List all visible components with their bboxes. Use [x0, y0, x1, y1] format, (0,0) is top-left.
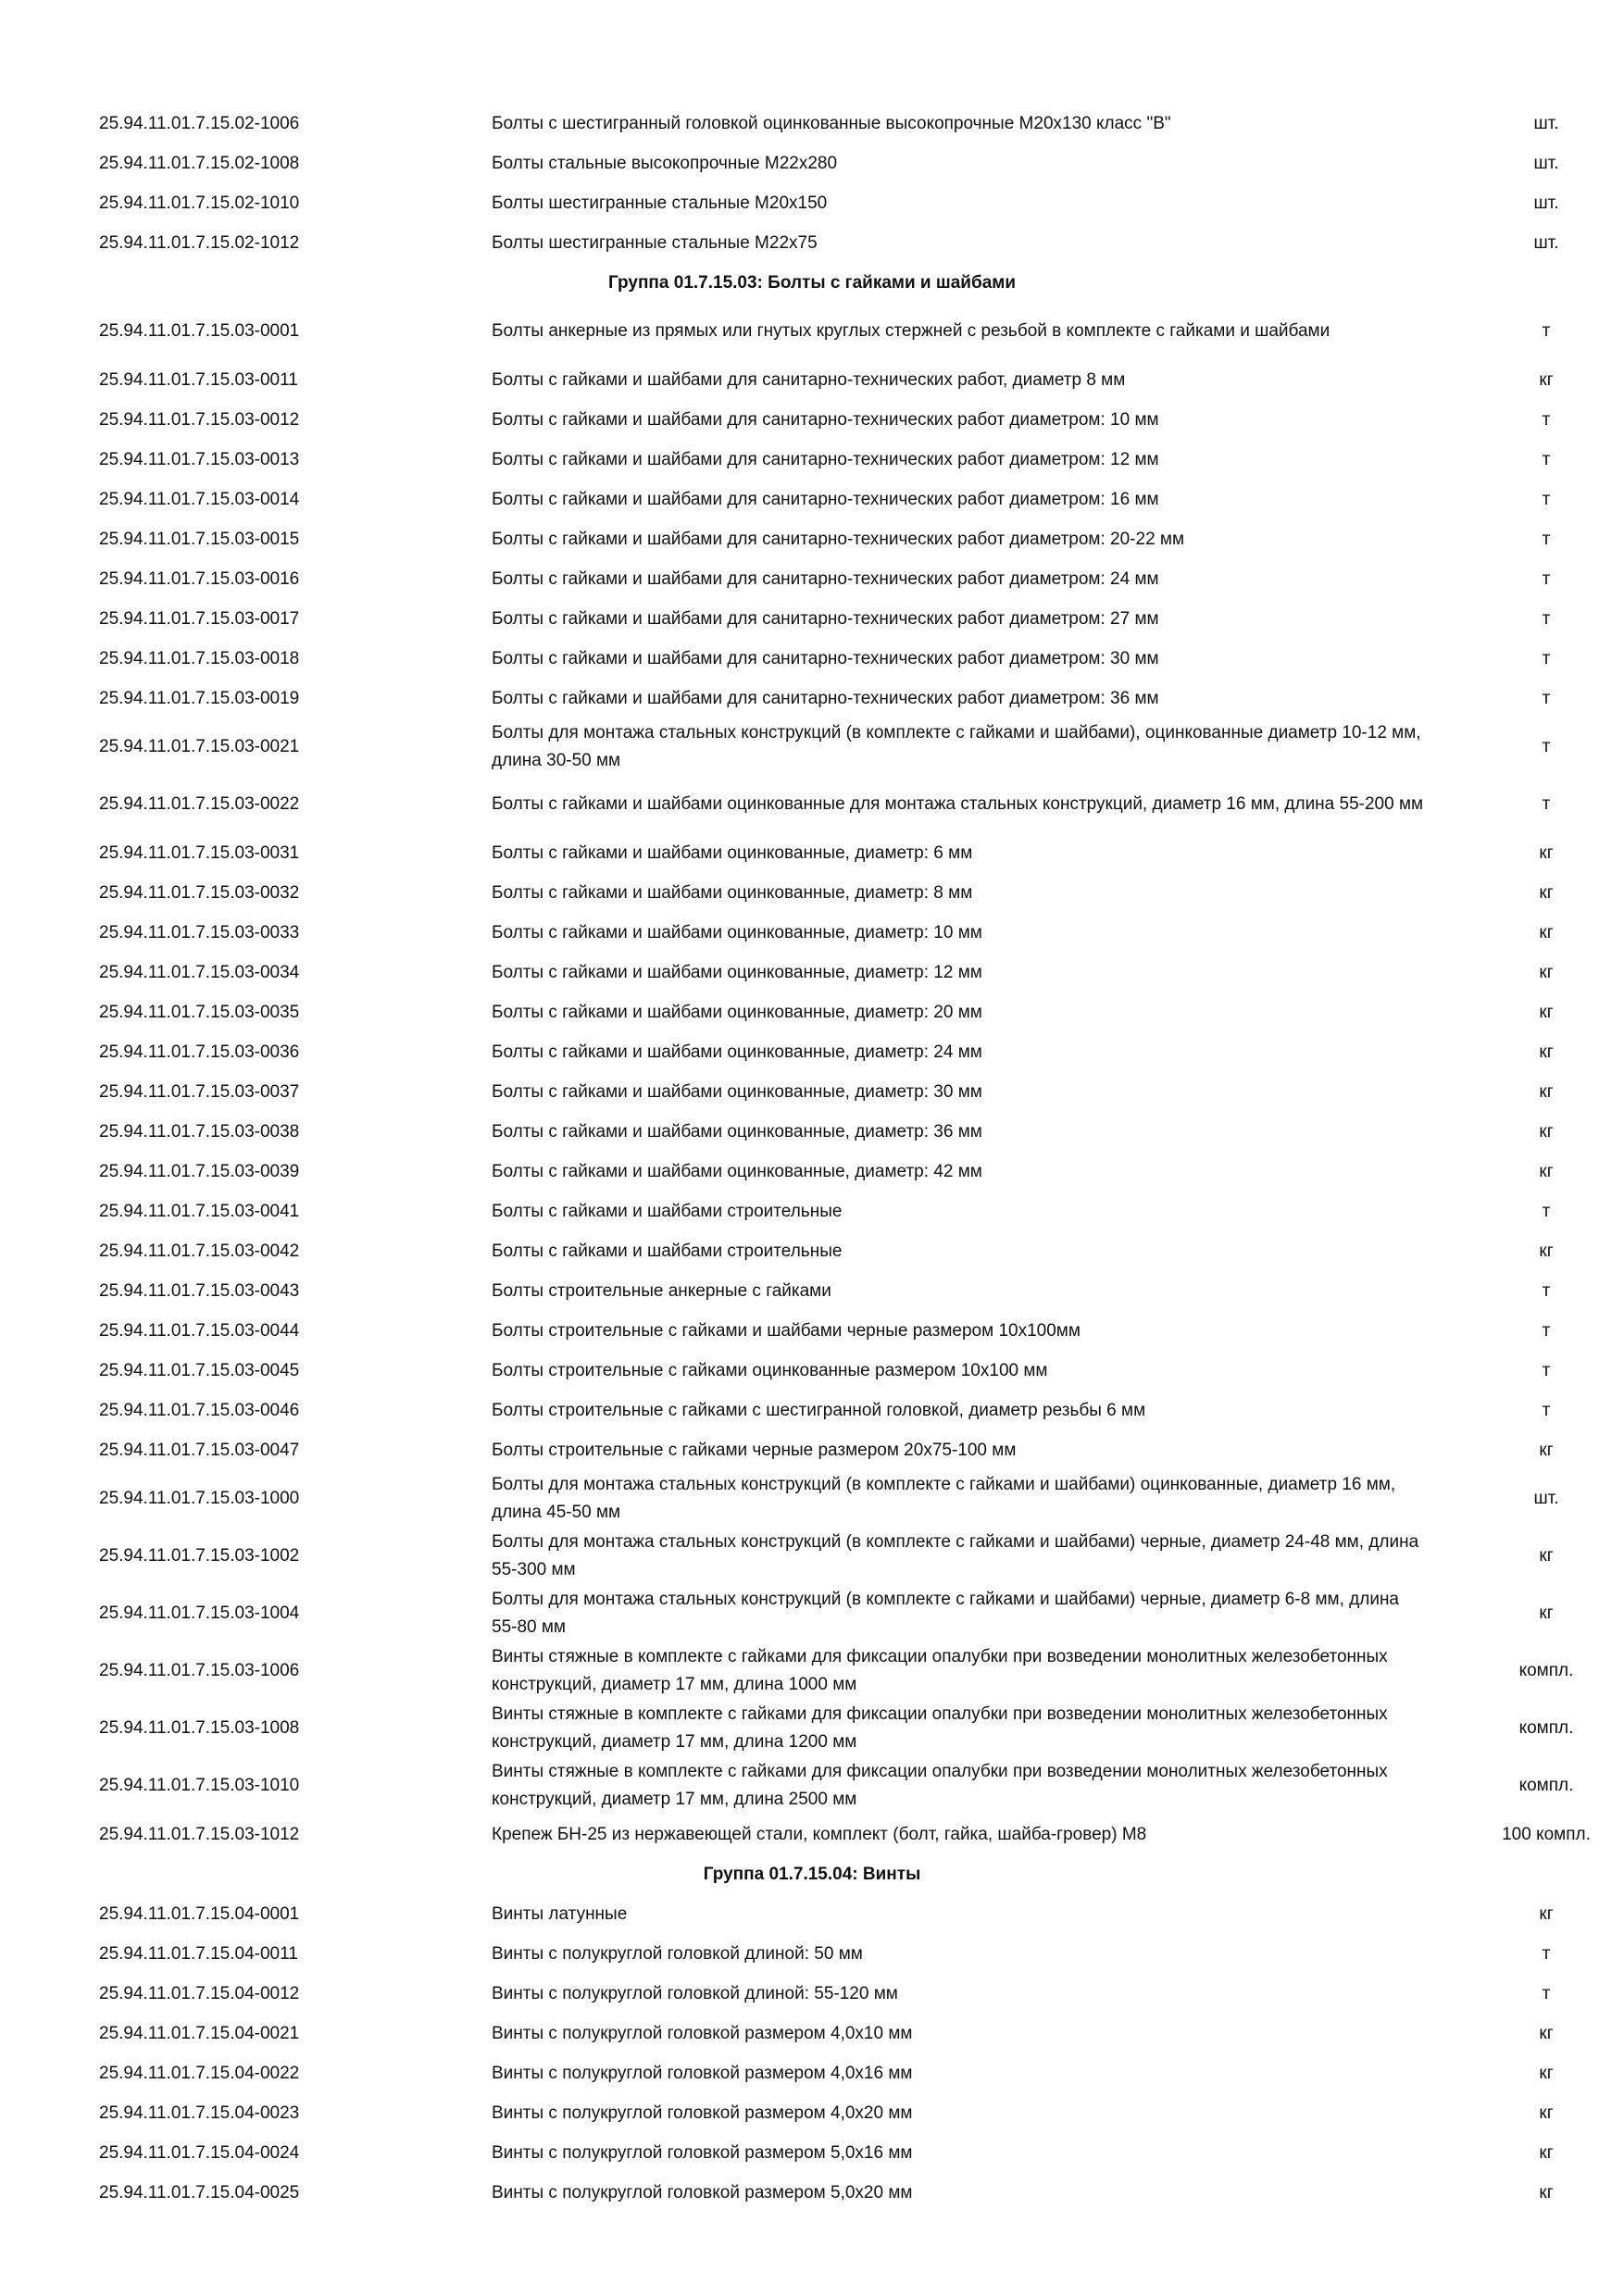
item-code: 25.94.11.01.7.15.04-0012 — [99, 1983, 300, 2003]
item-unit: кг — [1539, 2063, 1554, 2083]
table-row — [0, 2053, 1624, 2093]
group-header-row — [0, 263, 1624, 303]
item-unit: т — [1542, 1943, 1551, 1964]
item-name: Болты с гайками и шайбами строительные — [492, 1241, 843, 1261]
item-name: Болты с гайками и шайбами для санитарно-технических работ диаметром: 27 мм — [492, 608, 1159, 629]
item-code: 25.94.11.01.7.15.02-1008 — [99, 153, 300, 173]
item-unit: кг — [1539, 1903, 1554, 1924]
item-name: Винты с полукруглой головкой длиной: 55-120 мм — [492, 1983, 898, 2003]
item-unit: т — [1542, 321, 1551, 341]
table-row — [0, 440, 1624, 480]
item-code: 25.94.11.01.7.15.03-0045 — [99, 1360, 300, 1380]
item-unit: т — [1542, 688, 1551, 708]
item-name: Болты строительные с гайками с шестигранной головкой, диаметр резьбы 6 мм — [492, 1400, 1146, 1420]
item-unit: компл. — [1518, 1718, 1574, 1738]
item-unit: кг — [1539, 1440, 1554, 1460]
item-unit: компл. — [1518, 1661, 1574, 1680]
table-row — [0, 400, 1624, 440]
item-name: Болты строительные с гайками оцинкованные размером 10х100 мм — [492, 1360, 1048, 1380]
item-name: Болты с гайками и шайбами оцинкованные, диаметр: 24 мм — [492, 1042, 982, 1062]
item-code: 25.94.11.01.7.15.03-0047 — [99, 1440, 300, 1460]
item-code: 25.94.11.01.7.15.02-1012 — [99, 232, 300, 253]
item-code: 25.94.11.01.7.15.03-0001 — [99, 321, 300, 341]
table-row — [0, 599, 1624, 639]
item-name: Винты латунные — [492, 1903, 628, 1924]
item-name: Болты анкерные из прямых или гнутых круглых стержней с резьбой в комплекте с гайками и шайбами — [492, 321, 1330, 341]
item-unit: кг — [1539, 2023, 1554, 2043]
item-unit: кг — [1539, 1121, 1554, 1142]
item-name: Болты с гайками и шайбами оцинкованные, диаметр: 42 мм — [492, 1161, 982, 1181]
item-code: 25.94.11.01.7.15.03-0035 — [99, 1002, 300, 1022]
table-row — [0, 953, 1624, 992]
item-name: Болты с гайками и шайбами для санитарно-технических работ диаметром: 16 мм — [492, 489, 1159, 509]
item-code: 25.94.11.01.7.15.03-0017 — [99, 608, 300, 629]
item-name: Винты стяжные в комплекте с гайками для фиксации опалубки при возведении монолитных железобетонных конструкций, диаметр 17 мм, длина 1200 мм — [492, 1704, 1388, 1752]
table-row — [0, 1072, 1624, 1112]
item-unit: т — [1542, 449, 1551, 469]
item-code: 25.94.11.01.7.15.03-0032 — [99, 882, 300, 903]
table-row — [0, 2014, 1624, 2053]
item-unit: кг — [1539, 1241, 1554, 1261]
item-name: Болты с шестигранный головкой оцинкованные высокопрочные М20х130 класс "В" — [492, 113, 1171, 133]
item-code: 25.94.11.01.7.15.03-0021 — [99, 737, 300, 756]
table-row — [0, 833, 1624, 873]
item-code: 25.94.11.01.7.15.03-0016 — [99, 568, 300, 589]
item-code: 25.94.11.01.7.15.03-1012 — [99, 1824, 300, 1844]
table-row — [0, 718, 1624, 776]
group-title: Группа 01.7.15.03: Болты с гайками и шайбами — [607, 272, 1017, 293]
item-name: Крепеж БН-25 из нержавеющей стали, комплект (болт, гайка, шайба-гровер) М8 — [492, 1824, 1147, 1844]
item-code: 25.94.11.01.7.15.03-1002 — [99, 1546, 300, 1566]
table-row — [0, 1112, 1624, 1152]
table-row — [0, 183, 1624, 223]
table-row — [0, 1311, 1624, 1351]
item-code: 25.94.11.01.7.15.03-0014 — [99, 489, 300, 509]
item-name: Болты для монтажа стальных конструкций (в комплекте с гайками и шайбами) черные, диаметр 6-8 мм, длина 55-80 мм — [492, 1590, 1400, 1637]
table-row — [0, 1528, 1624, 1585]
item-code: 25.94.11.01.7.15.03-0041 — [99, 1201, 300, 1221]
item-name: Болты с гайками и шайбами оцинкованные, диаметр: 20 мм — [492, 1002, 982, 1022]
table-row — [0, 639, 1624, 679]
item-code: 25.94.11.01.7.15.03-1000 — [99, 1489, 300, 1508]
table-row — [0, 1351, 1624, 1391]
item-name: Винты с полукруглой головкой длиной: 50 мм — [492, 1943, 863, 1964]
table-row — [0, 144, 1624, 183]
table-row — [0, 1271, 1624, 1311]
item-code: 25.94.11.01.7.15.03-0015 — [99, 529, 300, 549]
item-unit: кг — [1539, 2103, 1554, 2123]
item-name: Болты с гайками и шайбами для санитарно-технических работ диаметром: 36 мм — [492, 688, 1159, 708]
item-name: Винты с полукруглой головкой размером 4,0х20 мм — [492, 2103, 913, 2123]
item-unit: т — [1542, 648, 1551, 668]
table-row — [0, 519, 1624, 559]
item-unit: т — [1542, 489, 1551, 509]
item-name: Болты с гайками и шайбами оцинкованные, диаметр: 10 мм — [492, 922, 982, 942]
item-unit: т — [1542, 794, 1551, 814]
table-row — [0, 1757, 1624, 1815]
price-list-table — [0, 104, 1624, 2213]
item-code: 25.94.11.01.7.15.03-0012 — [99, 409, 300, 430]
table-row — [0, 1974, 1624, 2014]
table-row — [0, 873, 1624, 913]
item-name: Винты стяжные в комплекте с гайками для фиксации опалубки при возведении монолитных железобетонных конструкций, диаметр 17 мм, длина 1000 мм — [492, 1647, 1388, 1694]
item-unit: т — [1542, 608, 1551, 629]
table-row — [0, 1894, 1624, 1934]
item-name: Болты шестигранные стальные М20х150 — [492, 193, 828, 213]
item-unit: кг — [1539, 922, 1554, 942]
table-row — [0, 360, 1624, 400]
item-unit: т — [1542, 1983, 1551, 2003]
item-unit: шт. — [1533, 113, 1559, 133]
item-name: Болты для монтажа стальных конструкций (в комплекте с гайками и шайбами), оцинкованные диаметр 10-12 мм, длина 30-50 мм — [492, 723, 1421, 770]
table-row — [0, 2173, 1624, 2213]
item-code: 25.94.11.01.7.15.03-1004 — [99, 1603, 300, 1623]
table-row — [0, 1934, 1624, 1974]
item-unit: т — [1542, 568, 1551, 589]
item-code: 25.94.11.01.7.15.03-0036 — [99, 1042, 300, 1062]
item-code: 25.94.11.01.7.15.04-0021 — [99, 2023, 300, 2043]
item-unit: кг — [1539, 1042, 1554, 1062]
table-row — [0, 1642, 1624, 1700]
table-row — [0, 679, 1624, 718]
item-code: 25.94.11.01.7.15.04-0025 — [99, 2182, 300, 2202]
item-unit: кг — [1539, 842, 1554, 863]
table-row — [0, 480, 1624, 519]
item-unit: т — [1542, 1320, 1551, 1341]
item-code: 25.94.11.01.7.15.03-0019 — [99, 688, 300, 708]
item-unit: т — [1542, 1201, 1551, 1221]
table-row — [0, 992, 1624, 1032]
item-name: Болты с гайками и шайбами оцинкованные, диаметр: 36 мм — [492, 1121, 982, 1142]
item-name: Болты с гайками и шайбами для санитарно-технических работ диаметром: 24 мм — [492, 568, 1159, 589]
item-code: 25.94.11.01.7.15.04-0011 — [99, 1943, 298, 1964]
item-code: 25.94.11.01.7.15.03-1010 — [99, 1776, 300, 1795]
table-row — [0, 1470, 1624, 1528]
item-code: 25.94.11.01.7.15.03-0031 — [99, 842, 300, 863]
item-unit: шт. — [1533, 1489, 1559, 1508]
table-row — [0, 1231, 1624, 1271]
item-code: 25.94.11.01.7.15.03-0022 — [99, 794, 300, 814]
item-unit: кг — [1539, 369, 1554, 390]
table-row — [0, 776, 1624, 833]
table-row — [0, 1391, 1624, 1430]
item-name: Болты строительные анкерные с гайками — [492, 1280, 831, 1301]
item-unit: кг — [1539, 1002, 1554, 1022]
group-header-row — [0, 1854, 1624, 1894]
table-row — [0, 2133, 1624, 2173]
item-code: 25.94.11.01.7.15.03-0039 — [99, 1161, 300, 1181]
item-name: Винты с полукруглой головкой размером 5,0х16 мм — [492, 2142, 913, 2163]
table-row — [0, 2093, 1624, 2133]
item-unit: кг — [1539, 2182, 1554, 2202]
item-unit: кг — [1539, 882, 1554, 903]
item-name: Болты с гайками и шайбами оцинкованные, диаметр: 6 мм — [492, 842, 973, 863]
table-row — [0, 1032, 1624, 1072]
item-unit: кг — [1539, 1161, 1554, 1181]
item-unit: кг — [1539, 962, 1554, 982]
item-name: Болты стальные высокопрочные М22х280 — [492, 153, 838, 173]
table-row — [0, 913, 1624, 953]
item-code: 25.94.11.01.7.15.03-1008 — [99, 1718, 300, 1738]
item-name: Болты с гайками и шайбами оцинкованные, диаметр: 8 мм — [492, 882, 973, 903]
item-unit: кг — [1539, 1546, 1554, 1566]
item-name: Болты с гайками и шайбами для санитарно-технических работ диаметром: 12 мм — [492, 449, 1159, 469]
item-name: Болты с гайками и шайбами оцинкованные, диаметр: 30 мм — [492, 1081, 982, 1102]
table-row — [0, 1700, 1624, 1757]
item-name: Болты с гайками и шайбами оцинкованные для монтажа стальных конструкций, диаметр 16 мм, длина 55-200 мм — [492, 794, 1424, 814]
item-unit: т — [1542, 1360, 1551, 1380]
table-row — [0, 1815, 1624, 1854]
item-unit: кг — [1539, 1081, 1554, 1102]
item-code: 25.94.11.01.7.15.02-1006 — [99, 113, 300, 133]
item-unit: шт. — [1533, 232, 1559, 253]
table-row — [0, 559, 1624, 599]
item-unit: т — [1542, 1400, 1551, 1420]
item-code: 25.94.11.01.7.15.03-0038 — [99, 1121, 300, 1142]
item-name: Болты с гайками и шайбами для санитарно-технических работ диаметром: 30 мм — [492, 648, 1159, 668]
item-code: 25.94.11.01.7.15.03-0043 — [99, 1280, 300, 1301]
item-unit: шт. — [1533, 193, 1559, 213]
item-unit: т — [1542, 409, 1551, 430]
group-title: Группа 01.7.15.04: Винты — [703, 1864, 921, 1884]
item-name: Болты с гайками и шайбами для санитарно-технических работ диаметром: 10 мм — [492, 409, 1159, 430]
item-unit: компл. — [1518, 1776, 1574, 1795]
item-code: 25.94.11.01.7.15.03-0034 — [99, 962, 300, 982]
item-unit: кг — [1539, 2142, 1554, 2163]
item-code: 25.94.11.01.7.15.03-0037 — [99, 1081, 300, 1102]
item-unit: шт. — [1533, 153, 1559, 173]
item-code: 25.94.11.01.7.15.03-0042 — [99, 1241, 300, 1261]
table-row — [0, 1430, 1624, 1470]
item-code: 25.94.11.01.7.15.03-0013 — [99, 449, 300, 469]
table-row — [0, 303, 1624, 360]
item-code: 25.94.11.01.7.15.03-0018 — [99, 648, 300, 668]
item-code: 25.94.11.01.7.15.02-1010 — [99, 193, 300, 213]
item-code: 25.94.11.01.7.15.03-0033 — [99, 922, 300, 942]
table-row — [0, 223, 1624, 263]
table-row — [0, 1585, 1624, 1642]
item-code: 25.94.11.01.7.15.04-0023 — [99, 2103, 300, 2123]
item-code: 25.94.11.01.7.15.03-1006 — [99, 1661, 300, 1680]
item-code: 25.94.11.01.7.15.03-0011 — [99, 369, 298, 390]
item-name: Болты с гайками и шайбами оцинкованные, диаметр: 12 мм — [492, 962, 982, 982]
table-row — [0, 1192, 1624, 1231]
item-name: Болты шестигранные стальные М22х75 — [492, 232, 818, 253]
item-unit: т — [1542, 737, 1551, 756]
item-name: Болты для монтажа стальных конструкций (в комплекте с гайками и шайбами) черные, диаметр 24-48 мм, длина 55-300 мм — [492, 1532, 1419, 1579]
item-unit: т — [1542, 529, 1551, 549]
item-unit: т — [1542, 1280, 1551, 1301]
item-unit: 100 компл. — [1502, 1824, 1591, 1844]
item-code: 25.94.11.01.7.15.04-0001 — [99, 1903, 300, 1924]
item-name: Винты стяжные в комплекте с гайками для фиксации опалубки при возведении монолитных железобетонных конструкций, диаметр 17 мм, длина 2500 мм — [492, 1762, 1388, 1809]
item-name: Болты строительные с гайками и шайбами черные размером 10х100мм — [492, 1320, 1081, 1341]
item-code: 25.94.11.01.7.15.04-0024 — [99, 2142, 300, 2163]
item-name: Болты для монтажа стальных конструкций (в комплекте с гайками и шайбами) оцинкованные, диаметр 16 мм, длина 45-50 мм — [492, 1475, 1396, 1522]
item-code: 25.94.11.01.7.15.03-0044 — [99, 1320, 300, 1341]
table-row — [0, 1152, 1624, 1192]
item-code: 25.94.11.01.7.15.03-0046 — [99, 1400, 300, 1420]
item-name: Болты строительные с гайками черные размером 20х75-100 мм — [492, 1440, 1017, 1460]
item-name: Винты с полукруглой головкой размером 5,0х20 мм — [492, 2182, 913, 2202]
item-name: Винты с полукруглой головкой размером 4,0х16 мм — [492, 2063, 913, 2083]
item-name: Болты с гайками и шайбами для санитарно-технических работ, диаметр 8 мм — [492, 369, 1126, 390]
item-name: Болты с гайками и шайбами строительные — [492, 1201, 843, 1221]
item-unit: кг — [1539, 1603, 1554, 1623]
item-name: Болты с гайками и шайбами для санитарно-технических работ диаметром: 20-22 мм — [492, 529, 1185, 549]
item-name: Винты с полукруглой головкой размером 4,0х10 мм — [492, 2023, 913, 2043]
item-code: 25.94.11.01.7.15.04-0022 — [99, 2063, 300, 2083]
table-row — [0, 104, 1624, 144]
